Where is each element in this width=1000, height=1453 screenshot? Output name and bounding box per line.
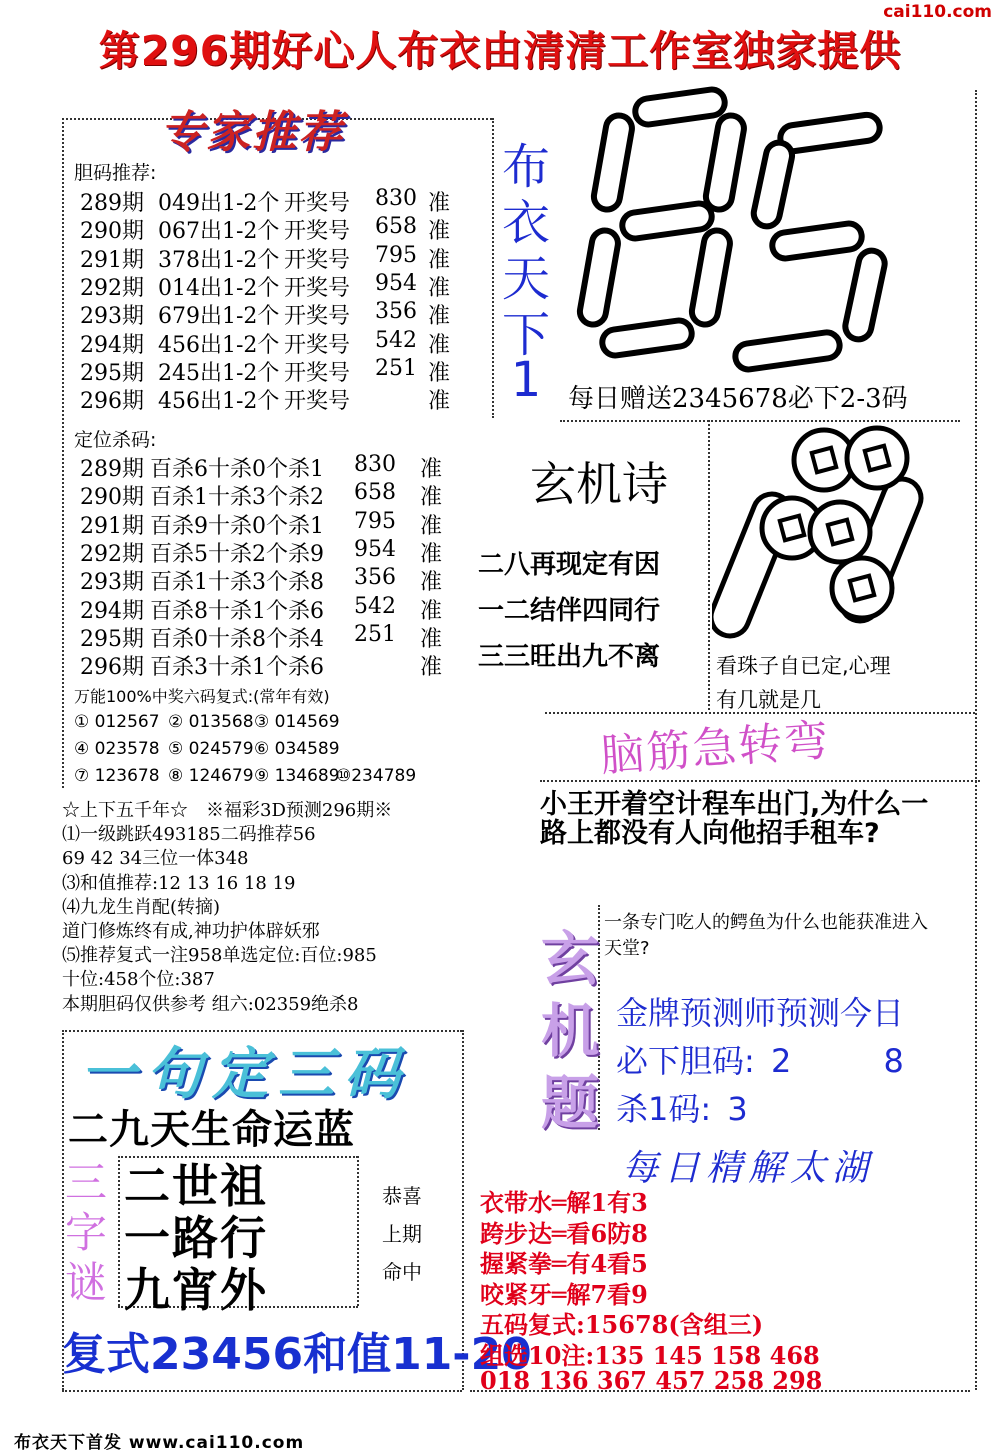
six-code: ⑦ 123678 — [74, 766, 160, 786]
dan-pick: 067出1-2个 — [158, 219, 280, 245]
dan-mark: 准 — [428, 247, 451, 273]
history-line: ⑶和值推荐:12 13 16 18 19 — [62, 872, 296, 894]
riddle-tag — [64, 1158, 110, 1308]
gold-line-2 — [616, 1036, 904, 1082]
taihu-line: 018 136 367 457 258 298 — [480, 1366, 823, 1395]
poem-line: 三三旺出九不离 — [478, 642, 661, 672]
kill-number: 542 — [354, 593, 396, 619]
dan-pick: 378出1-2个 — [158, 247, 280, 273]
history-line: 本期胆码仅供参考 组六:02359绝杀8 — [62, 993, 359, 1015]
buyi-char: 天 — [501, 251, 550, 307]
six-code: ① 012567 — [74, 712, 160, 732]
dan-period: 296期 — [80, 389, 144, 415]
kill-pick: 百杀0十杀8个杀4 — [150, 626, 324, 652]
kill-number: 795 — [354, 508, 396, 534]
six-code: ② 013568 — [168, 712, 254, 732]
kill-period: 291期 — [80, 513, 144, 539]
xuanji-tag-char: 玄 — [540, 925, 599, 993]
six-code: ⑥ 034589 — [254, 739, 340, 759]
dan-pick: 456出1-2个 — [158, 389, 280, 415]
dan-pick: 245出1-2个 — [158, 360, 280, 386]
history-line: 道门修炼终有成,神功护体辟妖邪 — [62, 921, 320, 942]
kill-pick: 百杀9十杀0个杀1 — [150, 513, 324, 539]
six-label: 万能100%中奖六码复式:(常年有效) — [74, 687, 330, 706]
dan-period: 295期 — [80, 360, 144, 386]
dan-number: 658 — [375, 214, 417, 240]
kill-number: 830 — [354, 452, 396, 477]
kill-period: 289期 — [80, 457, 144, 482]
kill-period: 293期 — [80, 570, 144, 596]
history-line: ⑷九龙生肖配(转摘) — [62, 896, 221, 918]
buyi-char: 下 — [501, 307, 550, 363]
kill-pick: 百杀8十杀1个杀6 — [150, 598, 324, 624]
riddle-tag-text: 三字谜 — [64, 1158, 107, 1307]
riddle-line: 一路行 — [124, 1211, 268, 1265]
brain-heading: 脑筋急转弯 — [598, 715, 832, 782]
riddle-line: 九宵外 — [124, 1263, 268, 1317]
footer: 布衣天下首发 www.cai110.com — [14, 1433, 305, 1453]
kill-number: 356 — [354, 565, 396, 591]
gold-line-3 — [616, 1084, 748, 1130]
dan-number: 542 — [375, 327, 417, 353]
expert-heading: 专家推荐 — [160, 107, 344, 158]
dan-mark: 准 — [428, 304, 451, 330]
kill-number: 954 — [354, 536, 396, 562]
six-code: ⑤ 024579 — [168, 739, 254, 759]
dan-pick: 014出1-2个 — [158, 275, 280, 301]
gold-dan-b: 8 — [883, 1042, 904, 1080]
gold-line-2-label: 必下胆码: — [616, 1042, 755, 1080]
kill-pick: 百杀5十杀2个杀9 — [150, 541, 324, 567]
dan-label-cell: 开奖号 — [284, 389, 351, 415]
xuanji-question: 一条专门吃人的鳄鱼为什么也能获准进入天堂? — [604, 912, 928, 959]
site-badge: cai110.com — [883, 2, 992, 22]
dan-period: 293期 — [80, 304, 144, 330]
dan-pick: 049出1-2个 — [158, 191, 280, 216]
riddle-line: 二世祖 — [124, 1159, 268, 1213]
history-line: ⑸推荐复式一注958单选定位:百位:985 — [62, 945, 377, 967]
poem-line: 一二结伴四同行 — [478, 596, 661, 626]
sentence-line: 二九天生命运蓝 — [68, 1106, 355, 1153]
taihu-line: 跨步达═看6防8 — [480, 1218, 648, 1248]
six-code: ⑧ 124679 — [168, 766, 254, 786]
dan-label-cell: 开奖号 — [284, 332, 351, 358]
kill-mark: 准 — [420, 626, 443, 652]
kill-mark: 准 — [420, 598, 443, 624]
kill-mark: 准 — [420, 541, 443, 567]
kill-label: 定位杀码: — [74, 429, 157, 451]
congrats-line: 上期 — [382, 1222, 422, 1246]
dan-label-cell: 开奖号 — [284, 191, 351, 216]
poem-line: 二八再现定有因 — [478, 550, 661, 580]
dan-pick: 456出1-2个 — [158, 332, 280, 358]
kill-period: 294期 — [80, 598, 144, 624]
page-title: 第296期好心人布衣由清清工作室独家提供 — [98, 27, 902, 75]
taihu-heading: 每日精解太湖 — [622, 1148, 875, 1189]
dan-mark: 准 — [428, 360, 451, 386]
gold-line-3-label: 杀1码: — [616, 1090, 712, 1128]
history-line: 十位:458个位:387 — [62, 969, 215, 991]
congrats-line: 恭喜 — [382, 1184, 422, 1208]
dan-number: 251 — [375, 355, 417, 381]
gold-line-1: 金牌预测师预测今日 — [616, 994, 905, 1032]
dan-label-cell: 开奖号 — [284, 219, 351, 245]
dan-number: 795 — [375, 242, 417, 268]
dan-label-cell: 开奖号 — [284, 247, 351, 273]
sentence-heading: 一句定三码 — [80, 1042, 410, 1107]
bottom-formula: 复式23456和值11-20 — [62, 1329, 532, 1380]
poem-heading: 玄机诗 — [530, 457, 668, 511]
dan-pick: 679出1-2个 — [158, 304, 280, 330]
six-code: ⑩234789 — [336, 766, 417, 786]
history-line: 69 42 34三位一体348 — [62, 848, 249, 870]
kill-period: 290期 — [80, 485, 144, 511]
dan-label: 胆码推荐: — [74, 162, 157, 184]
bead-note-2: 有几就是几 — [716, 688, 821, 712]
dan-period: 291期 — [80, 247, 144, 273]
kill-number: 251 — [354, 621, 396, 647]
six-code: ⑨ 134689 — [254, 766, 340, 786]
congrats-line: 命中 — [382, 1260, 422, 1284]
big-number-85 — [560, 80, 920, 380]
kill-pick: 百杀3十杀1个杀6 — [150, 655, 324, 681]
kill-period: 296期 — [80, 655, 144, 681]
dan-label-cell: 开奖号 — [284, 360, 351, 386]
daily-gift: 每日赠送2345678必下2-3码 — [568, 384, 908, 414]
dan-period: 292期 — [80, 275, 144, 301]
kill-pick: 百杀1十杀3个杀2 — [150, 485, 324, 511]
bead-note-1: 看珠子自已定,心理 — [716, 654, 891, 678]
taihu-line: 握紧拳═有4看5 — [480, 1249, 648, 1278]
dan-mark: 准 — [428, 219, 451, 245]
taihu-line: 组选10注:135 145 158 468 — [480, 1340, 820, 1370]
dan-period: 289期 — [80, 191, 144, 216]
kill-mark: 准 — [420, 513, 443, 539]
kill-mark: 准 — [420, 457, 443, 482]
gold-kill: 3 — [727, 1090, 748, 1128]
dan-label-cell: 开奖号 — [284, 304, 351, 330]
gold-dan-a: 2 — [770, 1042, 792, 1080]
dan-number: 954 — [375, 270, 417, 296]
dan-number: 830 — [375, 186, 417, 211]
history-line: ⑴一级跳跃493185二码推荐56 — [62, 824, 316, 846]
history-line: ☆上下五千年☆ ※福彩3D预测296期※ — [62, 800, 393, 821]
xuanji-tag-char: 机 — [540, 997, 599, 1065]
dan-period: 294期 — [80, 332, 144, 358]
buyi-char: 1 — [510, 352, 542, 408]
brain-question: 小王开着空计程车出门,为什么一路上都没有人向他招手租车? — [540, 789, 929, 849]
xuanji-tag-char: 题 — [540, 1069, 599, 1137]
kill-pick: 百杀6十杀0个杀1 — [150, 457, 324, 482]
taihu-line: 咬紧牙═解7看9 — [480, 1279, 648, 1309]
six-code: ③ 014569 — [254, 712, 340, 732]
kill-mark: 准 — [420, 655, 443, 681]
kill-mark: 准 — [420, 570, 443, 596]
kill-period: 292期 — [80, 541, 144, 567]
beads-image — [712, 420, 952, 640]
taihu-line: 五码复式:15678(含组三) — [480, 1310, 764, 1339]
dan-mark: 准 — [428, 332, 451, 358]
dan-number: 356 — [375, 299, 417, 325]
dan-mark: 准 — [428, 275, 451, 301]
dan-period: 290期 — [80, 219, 144, 245]
buyi-char: 衣 — [501, 195, 550, 251]
six-code: ④ 023578 — [74, 739, 160, 759]
kill-period: 295期 — [80, 626, 144, 652]
buyi-char: 布 — [501, 139, 550, 195]
dan-mark: 准 — [428, 191, 451, 216]
kill-number: 658 — [354, 480, 396, 506]
taihu-line: 衣带水═解1有3 — [480, 1188, 648, 1217]
dan-mark: 准 — [428, 389, 451, 415]
kill-pick: 百杀1十杀3个杀8 — [150, 570, 324, 596]
kill-mark: 准 — [420, 485, 443, 511]
dan-label-cell: 开奖号 — [284, 275, 351, 301]
